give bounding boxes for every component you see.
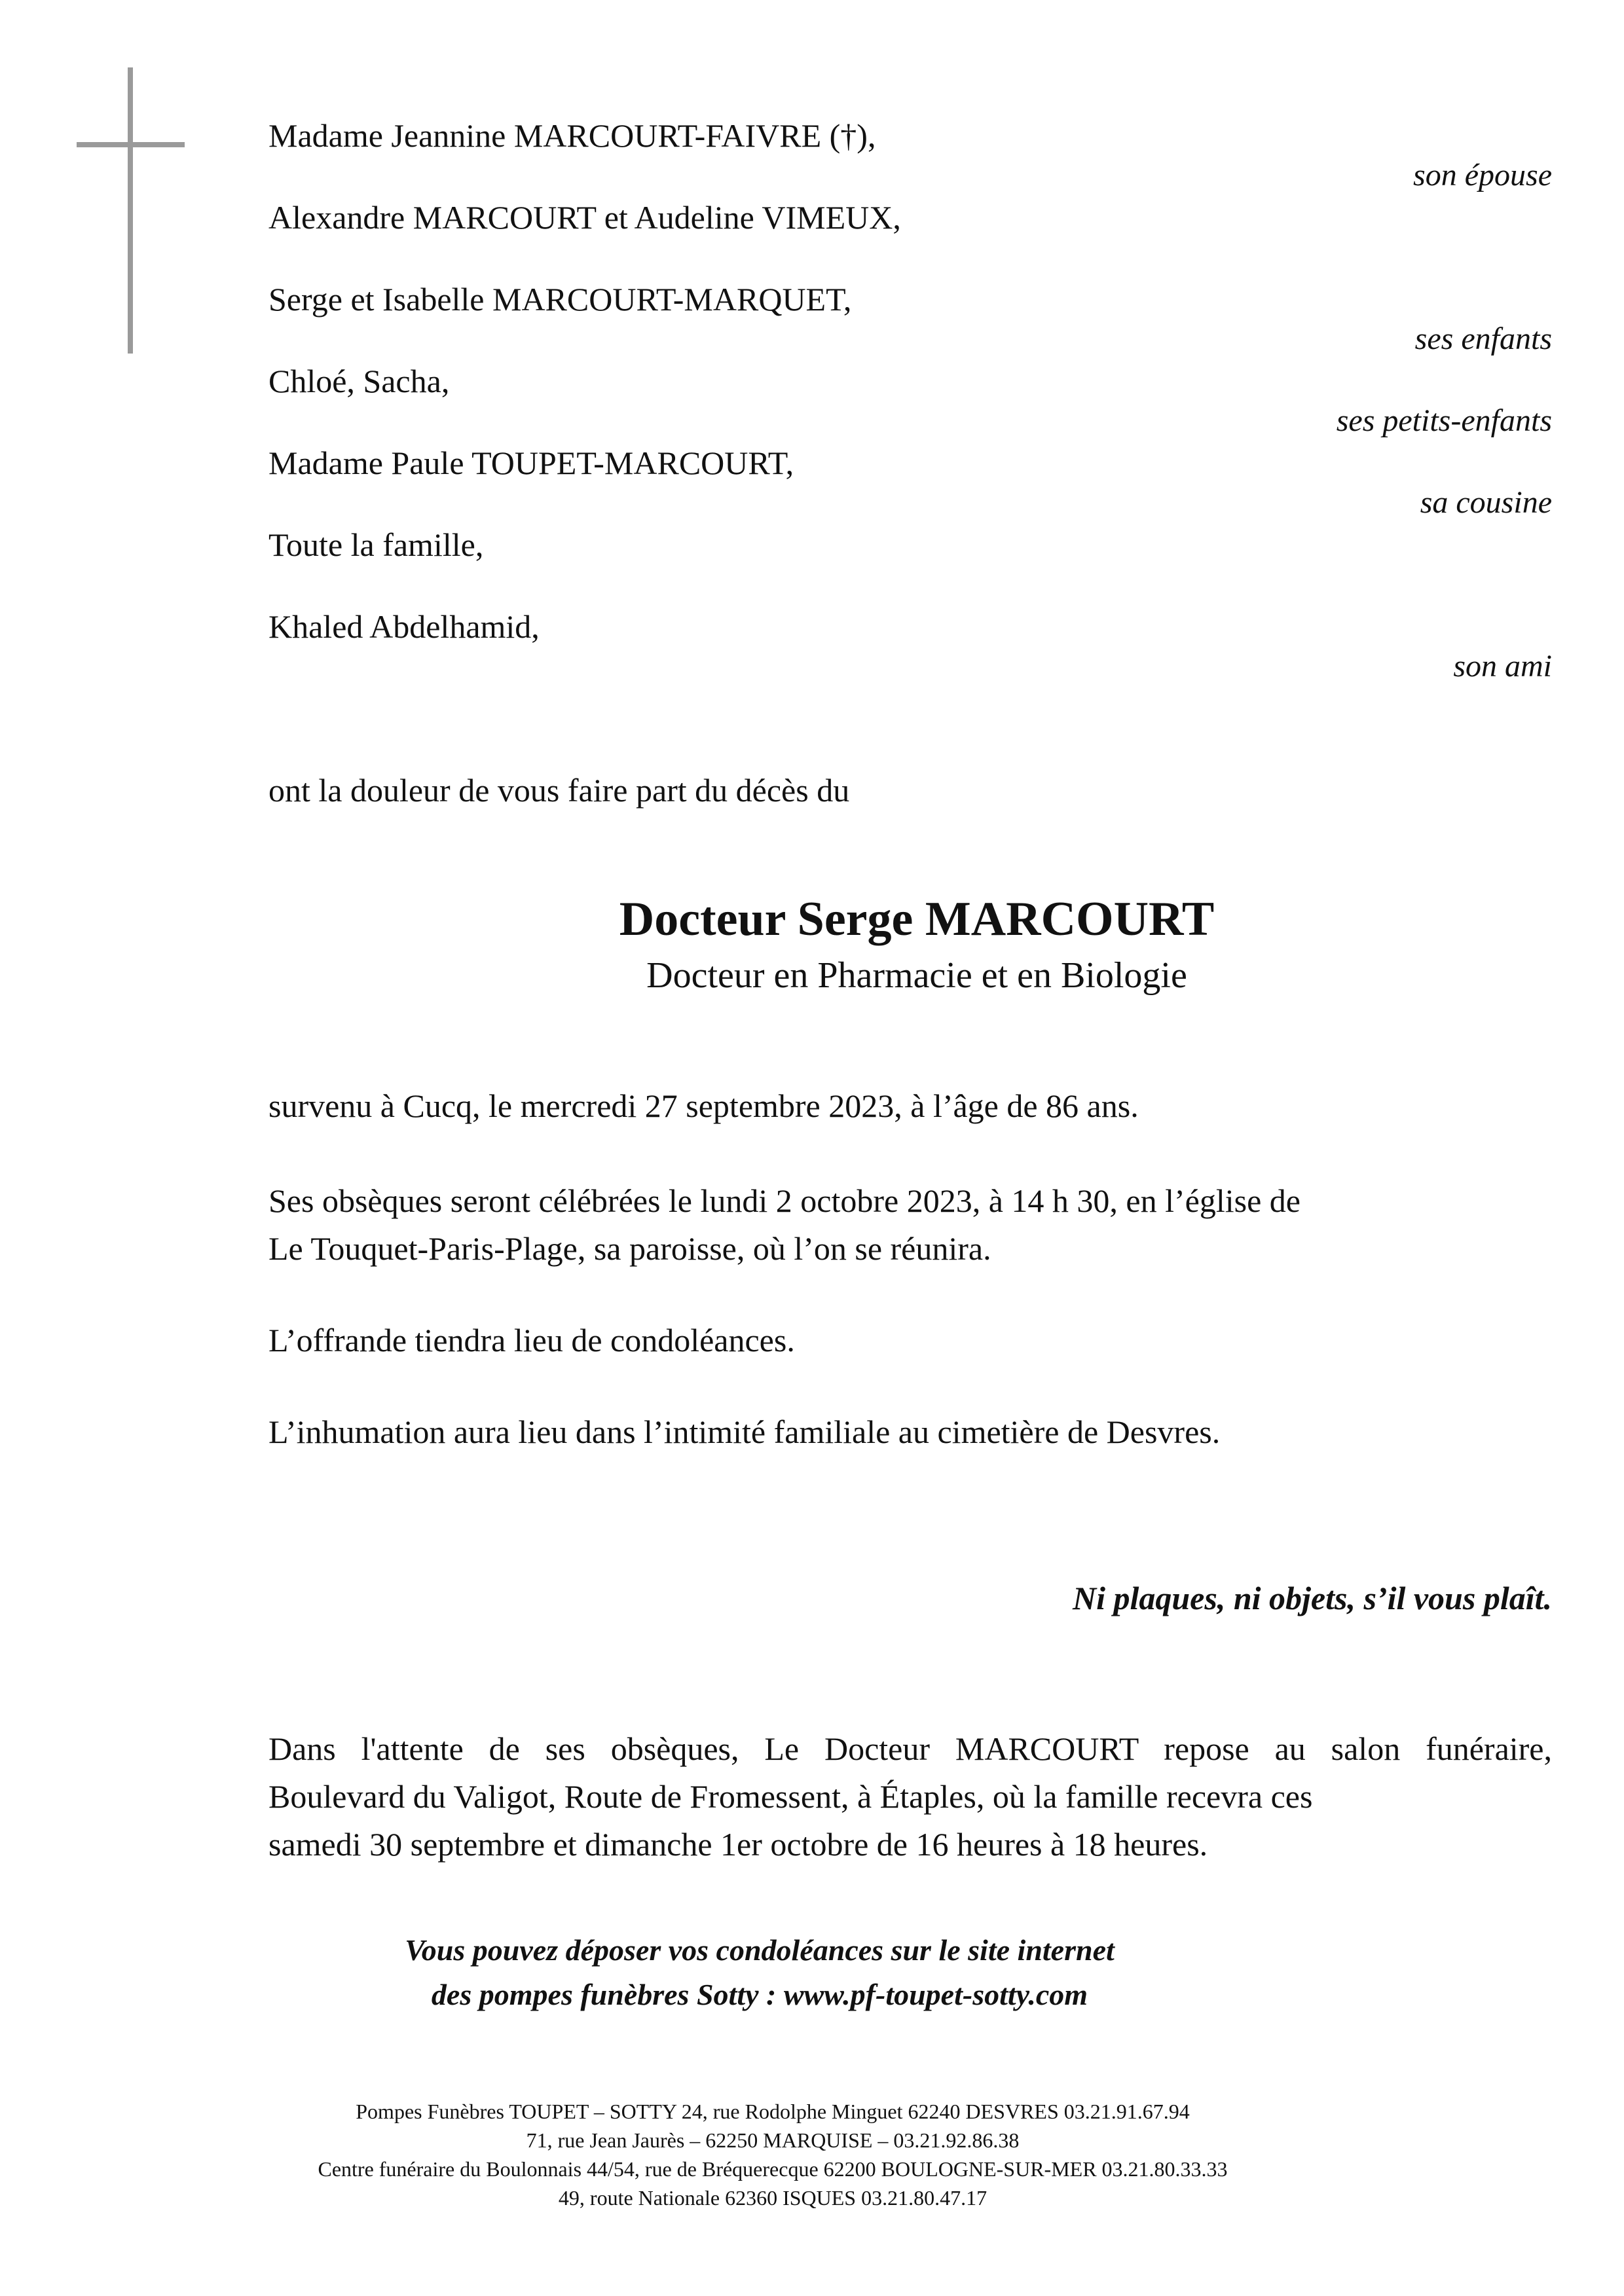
relation-label: son ami — [1453, 649, 1552, 683]
viewing-paragraph — [268, 1725, 1552, 1868]
announcement-text: ont la douleur de vous faire part du décès du — [268, 772, 850, 809]
cross-horizontal-bar — [77, 142, 185, 147]
condolences-line2[interactable]: des pompes funèbres Sotty : www.pf-toupet-sotty.com — [431, 1978, 1088, 2011]
relation-label: sa cousine — [1420, 485, 1552, 520]
condolences-notice — [0, 1928, 1572, 2017]
family-member: Toute la famille, — [268, 526, 484, 563]
death-details: survenu à Cucq, le mercredi 27 septembre 2023, à l’âge de 86 ans. — [268, 1087, 1139, 1124]
viewing-line3: samedi 30 septembre et dimanche 1er octobre de 16 heures à 18 heures. — [268, 1826, 1208, 1863]
deceased-title: Docteur en Pharmacie et en Biologie — [646, 955, 1187, 996]
footer-line: 49, route Nationale 62360 ISQUES 03.21.80.47.17 — [558, 2186, 987, 2210]
family-member: Alexandre MARCOURT et Audeline VIMEUX, — [268, 199, 901, 236]
cross-vertical-bar — [128, 67, 133, 354]
footer-line: 71, rue Jean Jaurès – 62250 MARQUISE – 03.21.92.86.38 — [526, 2128, 1020, 2152]
relation-label: ses petits-enfants — [1336, 403, 1552, 438]
relation-label: ses enfants — [1414, 321, 1552, 356]
family-member: Chloé, Sacha, — [268, 363, 450, 399]
no-flowers-request: Ni plaques, ni objets, s’il vous plaît. — [1072, 1580, 1552, 1616]
family-member: Madame Paule TOUPET-MARCOURT, — [268, 445, 794, 481]
offering-text: L’offrande tiendra lieu de condoléances. — [268, 1322, 795, 1358]
relation-label: son épouse — [1413, 158, 1552, 192]
family-member: Khaled Abdelhamid, — [268, 608, 540, 645]
footer-addresses — [0, 2097, 1585, 2212]
deceased-name: Docteur Serge MARCOURT — [619, 892, 1215, 946]
footer-line: Centre funéraire du Boulonnais 44/54, rue de Bréquerecque 62200 BOULOGNE-SUR-MER 03.21.80.33.33 — [318, 2157, 1228, 2181]
funeral-details-line2: Le Touquet-Paris-Plage, sa paroisse, où l’on se réunira. — [268, 1230, 991, 1267]
viewing-line1: Dans l'attente de ses obsèques, Le Docteur MARCOURT repose au salon funéraire, — [268, 1730, 1552, 1767]
footer-line: Pompes Funèbres TOUPET – SOTTY 24, rue Rodolphe Minguet 62240 DESVRES 03.21.91.67.94 — [356, 2100, 1190, 2123]
viewing-line2: Boulevard du Valigot, Route de Fromessent, à Étaples, où la famille recevra ces — [268, 1778, 1313, 1815]
family-member: Madame Jeannine MARCOURT-FAIVRE (†), — [268, 117, 876, 154]
funeral-details-line1: Ses obsèques seront célébrées le lundi 2 octobre 2023, à 14 h 30, en l’église de — [268, 1182, 1301, 1219]
family-member: Serge et Isabelle MARCOURT-MARQUET, — [268, 281, 852, 318]
condolences-line1: Vous pouvez déposer vos condoléances sur le site internet — [405, 1933, 1115, 1967]
burial-text: L’inhumation aura lieu dans l’intimité familiale au cimetière de Desvres. — [268, 1413, 1221, 1450]
